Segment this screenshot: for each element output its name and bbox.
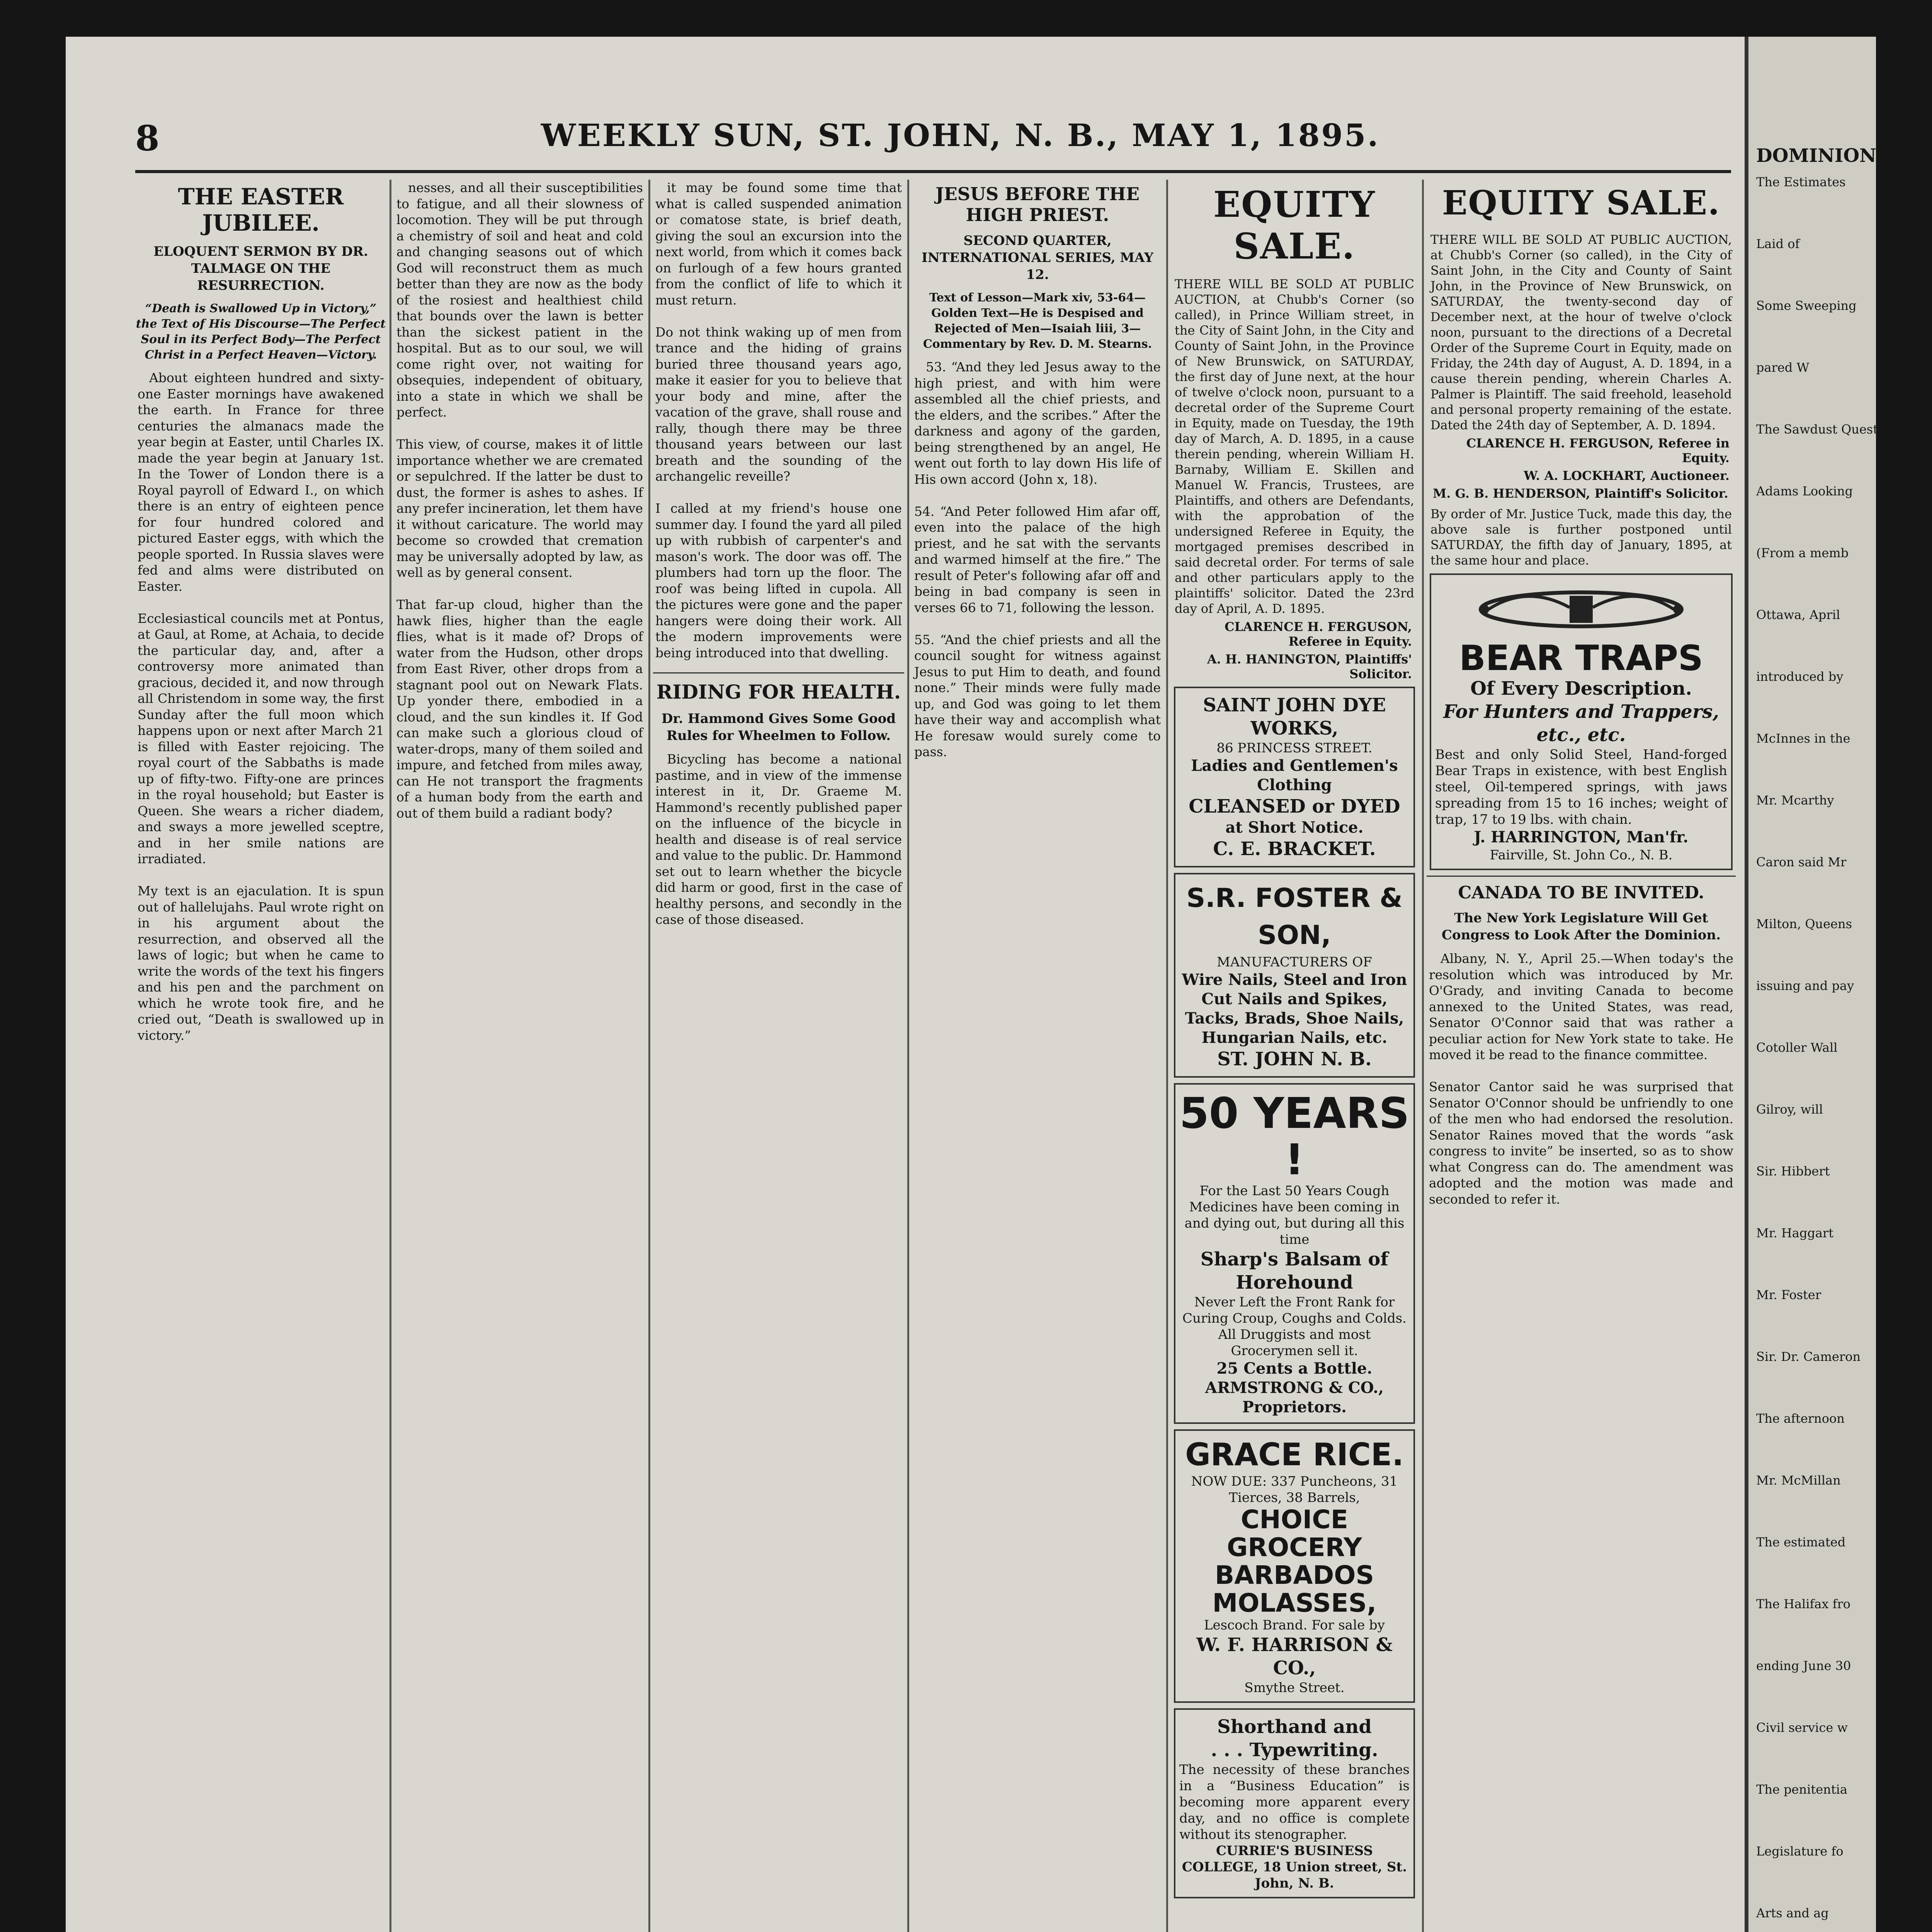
column-equity-and-ads bbox=[1171, 180, 1418, 1932]
article-body: 53. “And they led Jesus away to the high priest, and with him were assembled all the chief priests, and the elders, and the scribes.” After the darkness and agony of the garden, being strengthened by an angel, He went out forth to lay down His life of His own accord (John x, 18). 54. “And Peter followed Him afar off, even into the palace of the high priest, and he sat with the servants and warmed himself at the fire.” The result of Peter's following afar off and being in bad company is seen in verses 66 to 71, following the lesson. 55. “And the chief priests and all the council sought for witness against Jesus to put Him to death, and found none.” Their minds were fully made up, and God was going to let them have their way and accomplish what He foresaw would surely come to pass. bbox=[914, 359, 1161, 759]
ad-title: SAINT JOHN DYE WORKS, bbox=[1203, 694, 1386, 739]
news-subhead: The New York Legislature Will Get Congress to Look After the Dominion. bbox=[1441, 910, 1721, 943]
ad-line: NOW DUE: 337 Puncheons, 31 Tierces, 38 Barrels, bbox=[1191, 1474, 1398, 1505]
ad-title: Sharp's Balsam of Horehound bbox=[1200, 1248, 1389, 1293]
ad-maker: ARMSTRONG & CO., Proprietors. bbox=[1205, 1379, 1384, 1416]
strip-line: Ottawa, April bbox=[1756, 607, 1840, 622]
ad-line: For Hunters and Trappers, etc., etc. bbox=[1443, 701, 1719, 746]
column-sermon-continued bbox=[394, 180, 645, 1932]
strip-line: Mr. Foster bbox=[1756, 1287, 1821, 1302]
article-subhead: ELOQUENT SERMON BY DR. TALMAGE ON THE RESURRECTION. bbox=[153, 244, 368, 293]
strip-line: Laid of bbox=[1756, 236, 1800, 251]
ad-title-2: . . . Typewriting. bbox=[1211, 1739, 1378, 1761]
column-divider bbox=[1422, 180, 1424, 1932]
strip-line: Sir. Hibbert bbox=[1756, 1164, 1830, 1179]
ad-shorthand bbox=[1174, 1708, 1415, 1898]
ad-street: Smythe Street. bbox=[1244, 1680, 1345, 1696]
section-subhead: Dr. Hammond Gives Some Good Rules for Wheelmen to Follow. bbox=[661, 711, 896, 743]
column-divider bbox=[907, 180, 909, 1932]
strip-line: Sir. Dr. Cameron bbox=[1756, 1349, 1861, 1364]
auctioneer-signature: W. A. LOCKHART, Auctioneer. bbox=[1524, 468, 1730, 483]
ad-title: GRACE RICE. bbox=[1185, 1437, 1404, 1473]
ad-line: CLEANSED or DYED bbox=[1189, 796, 1400, 817]
page-header bbox=[135, 110, 1665, 172]
column-divider bbox=[1166, 180, 1168, 1932]
bear-trap-icon bbox=[1473, 580, 1689, 638]
strip-line: pared W bbox=[1756, 360, 1810, 375]
strip-line: Mr. McMillan bbox=[1756, 1473, 1841, 1488]
newspaper-page bbox=[66, 37, 1882, 1932]
strip-line: Mr. Mcarthy bbox=[1756, 793, 1834, 808]
ad-bear-traps bbox=[1430, 573, 1733, 870]
strip-line: Gilroy, will bbox=[1756, 1102, 1823, 1117]
solicitor-signature: M. G. B. HENDERSON, Plaintiff's Solicitor. bbox=[1433, 486, 1728, 501]
column-sunday-school-lesson bbox=[912, 180, 1163, 1932]
strip-line: (From a memb bbox=[1756, 546, 1849, 560]
strip-line: The afternoon bbox=[1756, 1411, 1845, 1426]
news-body: Albany, N. Y., April 25.—When today's the resolution which was introduced by Mr. O'Grady, and inviting Canada to become annexed to the United States, was read, Senator O'Connor said that was rather a peculiar action for New York state to take. He moved it be read to the finance committee. Senator Cantor said he was surprised that Senator O'Connor should be unfriendly to one of the men who had endorsed the resolution. Senator Raines moved that the words “ask congress to invite” be inserted, so as to show what Congress can do. The amendment was adopted and the motion was made and seconded to refer it. bbox=[1429, 951, 1733, 1207]
strip-line: Legislature fo bbox=[1756, 1844, 1844, 1859]
strip-lines bbox=[1748, 174, 1882, 1932]
column-sermon-health bbox=[653, 180, 904, 1932]
header-rule bbox=[135, 170, 1731, 173]
section-headline: RIDING FOR HEALTH. bbox=[653, 672, 904, 703]
ad-line: Ladies and Gentlemen's Clothing bbox=[1191, 757, 1398, 794]
equity-sale-body: THERE WILL BE SOLD AT PUBLIC AUCTION, at Chubb's Corner (so called), in the City of Saint John, in the City and County of Saint John, in the Province of New Brunswick, on SATURDAY, the twenty-second day of December next, at the hour of twelve o'clock noon, pursuant to the directions of a Decretal Order of the Supreme Court in Equity, made on Friday, the 24th day of August, A. D. 1894, in a cause therein pending, wherein Charles A. Palmer is Plaintiff. The said freehold, leasehold and personal property remaining of the estate. Dated the 24th day of September, A. D. 1894. bbox=[1430, 232, 1732, 432]
strip-line: Milton, Queens bbox=[1756, 917, 1852, 931]
column-divider bbox=[389, 180, 391, 1932]
article-headline: THE EASTER JUBILEE. bbox=[178, 184, 344, 236]
referee-signature: CLARENCE H. FERGUSON, Referee in Equity. bbox=[1225, 619, 1412, 649]
equity-sale-title: EQUITY SALE. bbox=[1213, 184, 1376, 267]
equity-sale-body: THERE WILL BE SOLD AT PUBLIC AUCTION, at Chubb's Corner (so called), in Prince William street, in the City of Saint John, in the City and County of Saint John, in the Province of New Brunswick, on SATURDAY, the first day of June next, at the hour of twelve o'clock noon, pursuant to a decretal order of the Supreme Court in Equity, made on Tuesday, the 19th day of March, A. D. 1895, in a cause therein pending, wherein William H. Barnaby, William E. Skillen and Manuel W. Francis, Trustees, are Plaintiffs, and others are Defendants, with the approbation of the undersigned Referee in Equity, the mortgaged premises described in said decretal order. For terms of sale and other particulars apply to the plaintiffs' solicitor. Dated the 23rd day of April, A. D. 1895. bbox=[1175, 277, 1414, 616]
ad-line: Never Left the Front Rank for Curing Croup, Coughs and Colds. All Druggists and most Grocerymen sell it. bbox=[1182, 1294, 1406, 1359]
ad-big-text: 50 YEARS ! bbox=[1179, 1088, 1410, 1184]
ad-line: CHOICE bbox=[1241, 1505, 1348, 1534]
column-equity-bear-traps bbox=[1427, 180, 1736, 1932]
ad-line: at Short Notice. bbox=[1225, 818, 1364, 837]
article-subhead: SECOND QUARTER, INTERNATIONAL SERIES, MAY 12. bbox=[921, 233, 1154, 282]
ad-dye-works bbox=[1174, 687, 1415, 867]
strip-line: McInnes in the bbox=[1756, 731, 1850, 746]
article-deck: “Death is Swallowed Up in Victory,” the Text of His Discourse—The Perfect Soul in its Perfect Body—The Perfect Christ in a Perfect Heaven—Victory. bbox=[136, 302, 386, 362]
strip-line: introduced by bbox=[1756, 669, 1844, 684]
ad-line: For the Last 50 Years Cough Medicines have been coming in and dying out, but during all this time bbox=[1184, 1183, 1405, 1247]
postponement-notice: By order of Mr. Justice Tuck, made this day, the above sale is further postponed until SATURDAY, the fifth day of January, 1895, at the same hour and place. bbox=[1430, 507, 1732, 568]
strip-line: Mr. Haggart bbox=[1756, 1226, 1834, 1240]
ad-line: MANUFACTURERS OF bbox=[1217, 954, 1372, 970]
strip-line: Caron said Mr bbox=[1756, 855, 1847, 869]
ad-line: GROCERY bbox=[1227, 1532, 1362, 1562]
article-body: About eighteen hundred and sixty-one Easter mornings have awakened the earth. In France for three centuries the almanacs made the year begin at Easter, until Charles IX. made the year begin at January 1st. In the Tower of London there is a Royal payroll of Edward I., on which there is an entry of eighteen pence for four hundred colored and pictured Easter eggs, with which the people sported. In Russia slaves were fed and alms were distributed on Easter. Ecclesiastical councils met at Pontus, at Gaul, at Rome, at Achaia, to decide the particular day, and, after a controversy more animated than gracious, decided it, and now through all Christendom in some way, the first Sunday after the full moon which happens upon or next after March 21 is filled with Easter rejoicing. The royal court of the Sabbaths is made up of fifty-two. Fifty-one are princes in the royal household; but Easter is Queen. She wears a richer diadem, and sways a more jewelled sceptre, and in her smile nations are irradiated. My text is an ejaculation. It is spun out of hallelujahs. Paul wrote right on in his argument about the resurrection, and observed all the laws of logic; but when he came to write the words of the text his fingers and his pen and the parchment on which he wrote took fire, and he cried out, “Death is swallowed up in victory.” bbox=[138, 370, 384, 1043]
equity-sale-title: EQUITY SALE. bbox=[1442, 184, 1720, 223]
ad-line: Lescoch Brand. For sale by bbox=[1204, 1617, 1385, 1633]
ad-line: BARBADOS bbox=[1214, 1560, 1374, 1590]
ad-seller: W. F. HARRISON & CO., bbox=[1196, 1634, 1393, 1679]
strip-line: Cotoller Wall bbox=[1756, 1040, 1838, 1055]
article-body: nesses, and all their susceptibilities to fatigue, and all their slowness of locomotion. They will be put through a chemistry of soil and heat and cold and changing seasons out of which God will reconstruct them as much better than they are now as the body of the rosiest and healthiest child that bounds over the lawn is better than the sickest patient in the hospital. But as to our soul, we will come right over, not waiting for obsequies, independent of obituary, into a state in which we shall be perfect. This view, of course, makes it of little importance whether we are cremated or sepulchred. If the latter be dust to dust, the former is ashes to ashes. If any prefer incineration, let them have it without caricature. The world may become so crowded that cremation may be universally adopted by law, as well as by general consent. That far-up cloud, higher than the hawk flies, higher than the eagle flies, what is it made of? Drops of water from the Hudson, other drops from East River, other drops from a stagnant pool out on Newark Flats. Up yonder there, embodied in a cloud, and the sun kindles it. If God can make such a glorious cloud of water-drops, many of them soiled and impure, and fetched from miles away, can He not transport the fragments of a human body from the earth and out of them build a radiant body? bbox=[396, 180, 643, 821]
ad-title: Shorthand and bbox=[1217, 1716, 1372, 1738]
ad-title: S.R. FOSTER & SON, bbox=[1186, 883, 1403, 951]
ad-line: Wire Nails, Steel and Iron Cut Nails and Spikes, Tacks, Brads, Shoe Nails, Hungarian Nails, etc. bbox=[1182, 971, 1407, 1047]
ad-title: BEAR TRAPS bbox=[1459, 638, 1703, 679]
article-deck: Text of Lesson—Mark xiv, 53-64—Golden Text—He is Despised and Rejected of Men—Isaiah liii, 3—Commentary by Rev. D. M. Stearns. bbox=[923, 291, 1152, 351]
ad-line: MOLASSES, bbox=[1212, 1588, 1377, 1618]
section-body: Bicycling has become a national pastime, and in view of the immense interest in it, Dr. Graeme M. Hammond's recently published paper on the influence of the bicycle in health and disease is of real service and value to the public. Dr. Hammond set out to learn whether the bicycle did harm or good, first in the case of healthy persons, and secondly in the case of those diseased. bbox=[655, 752, 906, 927]
column-easter-jubilee bbox=[135, 180, 386, 1932]
ad-foster-nails bbox=[1174, 873, 1415, 1078]
strip-line: The estimated bbox=[1756, 1535, 1846, 1549]
ad-line: Of Every Description. bbox=[1470, 678, 1692, 699]
strip-line: Civil service w bbox=[1756, 1720, 1848, 1735]
ad-body: Best and only Solid Steel, Hand-forged Bear Traps in existence, with best English steel, Oil-tempered springs, with jaws spreading from 15 to 16 inches; weight of trap, 17 to 19 lbs. with chain. bbox=[1435, 747, 1727, 827]
ad-line: ST. JOHN N. B. bbox=[1217, 1048, 1372, 1070]
ad-horehound bbox=[1174, 1083, 1415, 1424]
ad-address: 86 PRINCESS STREET. bbox=[1216, 740, 1372, 756]
masthead: WEEKLY SUN, ST. JOHN, N. B., MAY 1, 1895. bbox=[541, 117, 1380, 153]
strip-line: The penitentia bbox=[1756, 1782, 1847, 1797]
page-number: 8 bbox=[135, 118, 160, 159]
article-body: it may be found some time that what is called suspended animation or comatose state, is brief death, giving the soul an excursion into the next world, from which it comes back on furlough of a few hours granted from the conflict of life to which it must return. Do not think waking up of men from trance and the hiding of grains buried three thousand years ago, make it easier for you to believe that your body and mine, after the vacation of the grave, shall rouse and rally, though there may be three thousand years between our last breath and the sounding of the archangelic reveille? I called at my friend's house one summer day. I found the yard all piled up with rubbish of carpenter's and mason's work. The door was off. The plumbers had torn up the floor. The roof was being lifted in cupola. All the pictures were gone and the paper hangers were doing their work. All the modern improvements were being introduced into that dwelling. bbox=[655, 180, 902, 660]
strip-headline: DOMINION bbox=[1756, 145, 1877, 167]
news-headline: CANADA TO BE INVITED. bbox=[1427, 876, 1736, 903]
strip-line: issuing and pay bbox=[1756, 978, 1854, 993]
strip-line: The Estimates bbox=[1756, 175, 1846, 189]
ad-proprietor: C. E. BRACKET. bbox=[1213, 838, 1376, 860]
strip-line: Some Sweeping bbox=[1756, 298, 1857, 313]
strip-line: Adams Looking bbox=[1756, 484, 1853, 498]
ad-maker: J. HARRINGTON, Man'fr. bbox=[1474, 828, 1689, 846]
adjacent-page-strip bbox=[1745, 37, 1882, 1932]
ad-footer: CURRIE'S BUSINESS COLLEGE, 18 Union street, St. John, N. B. bbox=[1182, 1843, 1407, 1891]
article-headline: JESUS BEFORE THE HIGH PRIEST. bbox=[935, 184, 1140, 225]
strip-line: Arts and ag bbox=[1756, 1906, 1829, 1920]
ad-price: 25 Cents a Bottle. bbox=[1216, 1359, 1372, 1378]
strip-line: The Sawdust Questi bbox=[1756, 422, 1882, 437]
strip-line: The Halifax fro bbox=[1756, 1597, 1851, 1611]
referee-signature: CLARENCE H. FERGUSON, Referee in Equity. bbox=[1466, 436, 1730, 465]
strip-line: ending June 30 bbox=[1756, 1658, 1851, 1673]
ad-place: Fairville, St. John Co., N. B. bbox=[1490, 847, 1673, 863]
ad-body: The necessity of these branches in a “Business Education” is becoming more apparent every day, and no office is complete without its stenographer. bbox=[1179, 1762, 1410, 1842]
column-divider bbox=[648, 180, 650, 1932]
solicitor-signature: A. H. HANINGTON, Plaintiffs' Solicitor. bbox=[1207, 652, 1412, 681]
ad-molasses bbox=[1174, 1429, 1415, 1703]
